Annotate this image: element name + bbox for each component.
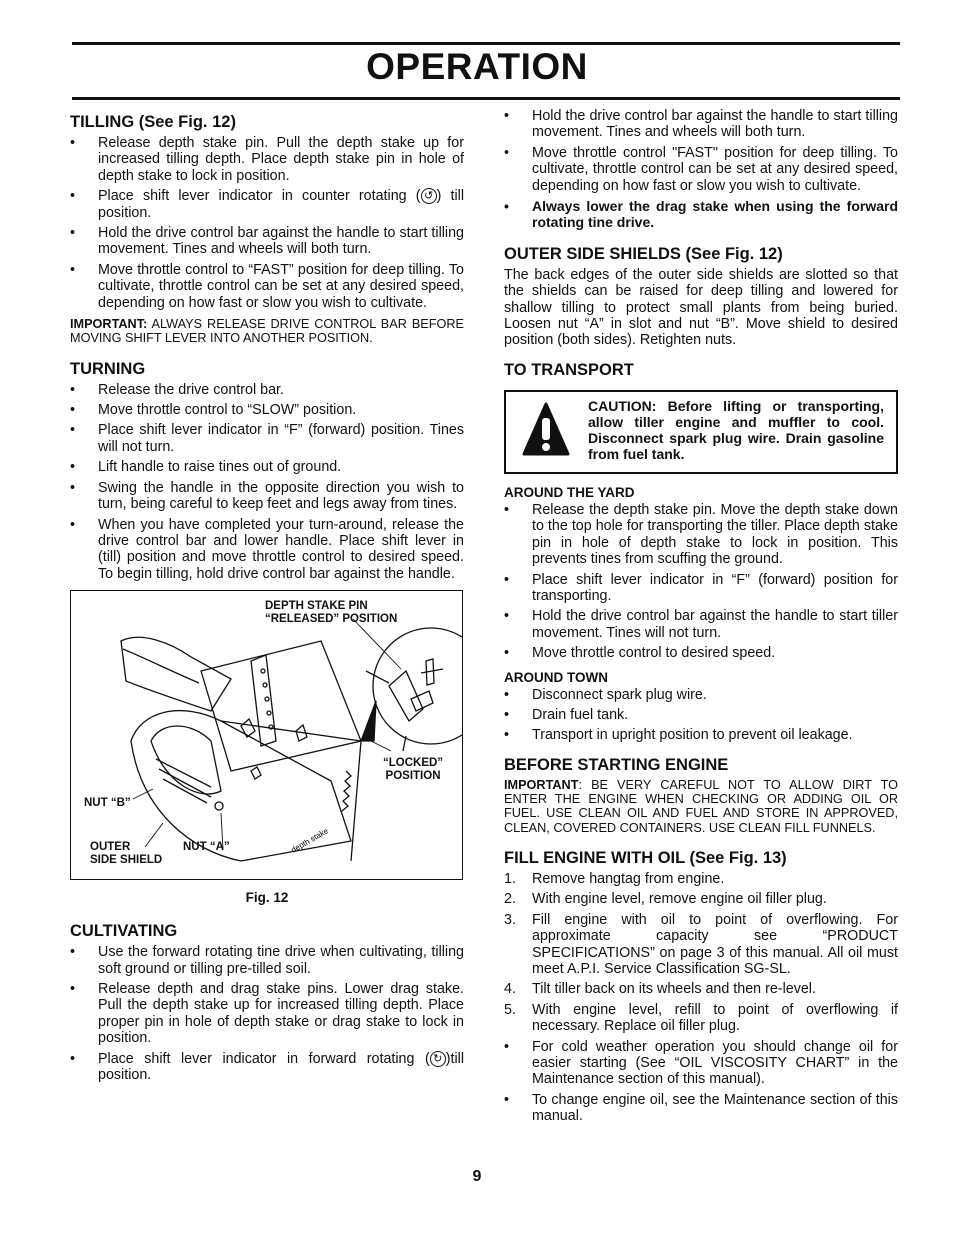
step-item: 3. Fill engine with oil to point of overflowing. For approximate capacity see “PRODUCT SPECIFICATIONS” on page 3 of this manual. All oil must meet A.P.I. Service Classification SG-SL.: [504, 911, 898, 977]
label-depth-stake-pin: DEPTH STAKE PIN “RELEASED” POSITION: [265, 600, 398, 626]
right-column: [504, 108, 898, 1129]
fill-oil-heading: FILL ENGINE WITH OIL (See Fig. 13): [504, 848, 787, 867]
transport-heading: TO TRANSPORT: [504, 360, 634, 379]
fill-steps: [504, 871, 898, 1035]
caution-box: [504, 390, 898, 474]
page-number: 9: [472, 1168, 482, 1185]
list-item: • Hold the drive control bar against the handle to start tiller movement. Tines will not turn.: [504, 608, 898, 641]
list-item: • Use the forward rotating tine drive when cultivating, tilling soft ground or tilling pre-tilled soil.: [70, 944, 464, 977]
shields-heading: OUTER SIDE SHIELDS (See Fig. 12): [504, 244, 783, 263]
outer-side-shields-section: [504, 245, 898, 349]
figure-12: [70, 590, 463, 880]
tilling-section: [70, 113, 464, 346]
before-starting-heading: BEFORE STARTING ENGINE: [504, 755, 729, 774]
list-item: • Release depth and drag stake pins. Lower drag stake. Pull the depth stake up for increased tilling depth. Place proper pin in hole of depth stake or drag stake to lock in position.: [70, 980, 464, 1047]
label-outer-side-shield: OUTER SIDE SHIELD: [90, 841, 163, 867]
caution-text: CAUTION: Before lifting or transporting, allow tiller engine and muffler to cool. Disconnect spark plug wire. Drain gasoline from fuel tank.: [588, 397, 884, 462]
figure-caption: Fig. 12: [245, 890, 289, 906]
list-item: • Disconnect spark plug wire.: [504, 686, 707, 703]
counter-rotating-icon: ↺: [421, 188, 437, 204]
fill-bullets: [504, 1039, 898, 1125]
list-item: • Release the drive control bar.: [70, 381, 284, 398]
fill-oil-section: [504, 849, 898, 1125]
list-item: • Drain fuel tank.: [504, 706, 629, 723]
list-item: • Move throttle control to “FAST” position for deep tilling. To cultivate, throttle control can be set at any desired speed, depending on how fast or slow you wish to cultivate.: [70, 261, 464, 311]
warning-icon: [522, 402, 570, 458]
tiller-illustration: [71, 591, 462, 879]
tilling-important-note: IMPORTANT: ALWAYS RELEASE DRIVE CONTROL BAR BEFORE MOVING SHIFT LEVER INTO ANOTHER POSITION.: [70, 317, 464, 346]
turning-section: [70, 360, 464, 582]
list-item: • Hold the drive control bar against the handle to start tilling movement. Tines and wheels will both turn.: [70, 225, 464, 258]
list-item: • Move throttle control to desired speed.: [504, 645, 776, 662]
left-column: [70, 108, 464, 1087]
list-item: • Transport in upright position to prevent oil leakage.: [504, 727, 853, 744]
label-nut-a: NUT “A”: [183, 841, 230, 854]
cultivating-list: [70, 944, 464, 1083]
step-item: 5. With engine level, refill to point of overflowing if necessary. Replace oil filler plug.: [504, 1001, 898, 1035]
turning-list: [70, 382, 464, 582]
top-rule: [72, 42, 900, 45]
step-item: 1. Remove hangtag from engine.: [504, 870, 725, 887]
depth-stake-stamp: depth stake: [289, 826, 330, 855]
tilling-heading: TILLING (See Fig. 12): [70, 113, 236, 131]
list-item: • For cold weather operation you should change oil for easier starting (See “OIL VISCOSITY CHART” in the Maintenance section of this manual).: [504, 1038, 898, 1088]
list-item: • Move throttle control to “SLOW” position.: [70, 402, 357, 419]
around-the-yard-heading: AROUND THE YARD: [504, 484, 635, 500]
list-item: • Place shift lever indicator in “F” (forward) position. Tines will not turn.: [70, 422, 464, 455]
list-item: • Place shift lever indicator in forward rotating ( ↻ )till position.: [70, 1050, 464, 1083]
yard-list: [504, 502, 898, 662]
list-item: • Move throttle control "FAST" position for deep tilling. To cultivate, throttle control can be set at any desired speed, depending on how fast or slow you wish to cultivate.: [504, 144, 898, 194]
list-item: • Place shift lever indicator in counter rotating ( ↺ ) till position.: [70, 188, 465, 221]
list-item: • Place shift lever indicator in “F” (forward) position for transporting.: [504, 571, 898, 604]
tilling-list: [70, 135, 464, 311]
shields-text: The back edges of the outer side shields are slotted so that the shields can be raised for deep tilling and lowered for shallow tilling to protect small plants from being buried. Loosen nut “A” in slot and nut “B”. Move shield to desired position (both sides). Retighten nuts.: [504, 266, 898, 349]
label-locked-position: “LOCKED” POSITION: [383, 757, 444, 783]
cultivating-section: [70, 922, 464, 1083]
title-underline: [72, 97, 900, 100]
list-item: • Release depth stake pin. Pull the depth stake up for increased tilling depth. Place depth stake pin in hole of depth stake to lock in position.: [70, 135, 464, 184]
around-town-heading: AROUND TOWN: [504, 669, 608, 685]
step-item: 4. Tilt tiller back on its wheels and then re-level.: [504, 981, 816, 998]
list-item: • When you have completed your turn-around, release the drive control bar and lower handle. Place shift lever in (till) position and move throttle control to desired speed. To begin tilling, hold drive control bar against the handle.: [70, 516, 464, 582]
before-starting-section: [504, 756, 898, 835]
list-item: • Release the depth stake pin. Move the depth stake down to the top hole for transporting the tiller. Place depth stake pin in hole of depth stake to lock in position. This prevents tines from scuffing the ground.: [504, 501, 898, 568]
town-list: [504, 687, 898, 744]
cultivating-heading: CULTIVATING: [70, 922, 178, 941]
label-nut-b: NUT “B”: [84, 797, 131, 810]
list-item: • To change engine oil, see the Maintenance section of this manual.: [504, 1091, 898, 1125]
forward-rotating-icon: ↻: [430, 1051, 446, 1067]
step-item: 2. With engine level, remove engine oil filler plug.: [504, 891, 827, 908]
list-item: • Swing the handle in the opposite direction you wish to turn, being careful to keep feet and legs away from tines.: [70, 479, 464, 513]
list-item: • Lift handle to raise tines out of ground.: [70, 459, 342, 476]
before-important-note: IMPORTANT: BE VERY CAREFUL NOT TO ALLOW DIRT TO ENTER THE ENGINE WHEN CHECKING OR ADDING OIL OR FUEL. USE CLEAN OIL AND FUEL AND STORE IN APPROVED, CLEAN, COVERED CONTAINERS. USE CLEAN FILL FUNNELS.: [504, 777, 898, 835]
list-item: • Hold the drive control bar against the handle to start tilling movement. Tines and wheels will both turn.: [504, 108, 898, 141]
continued-list: [504, 108, 898, 231]
page-title: OPERATION: [366, 46, 588, 87]
transport-section: [504, 361, 898, 744]
list-item: • Always lower the drag stake when using the forward rotating tine drive.: [504, 198, 898, 231]
turning-heading: TURNING: [70, 359, 146, 378]
